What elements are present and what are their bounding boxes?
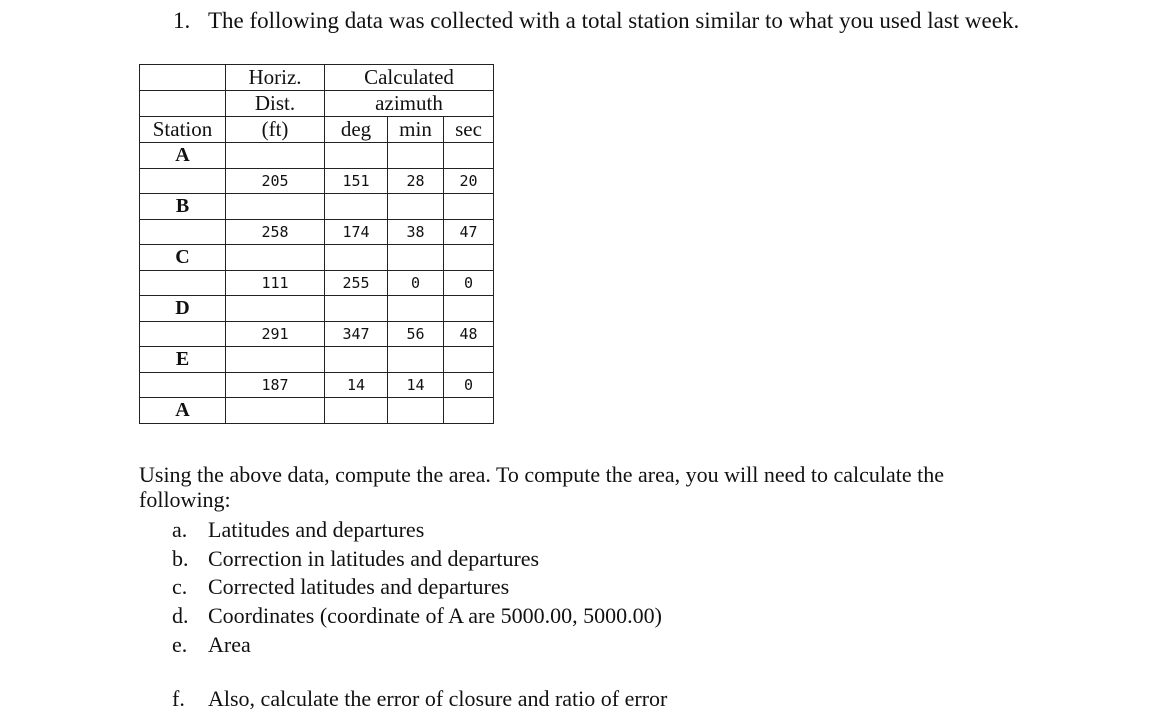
task-list (172, 516, 662, 659)
station-cell: A (140, 398, 226, 424)
sec-cell: 0 (444, 270, 494, 296)
station-cell: B (140, 194, 226, 220)
final-task-text: Also, calculate the error of closure and ratio of error (208, 686, 668, 711)
sec-cell: 20 (444, 168, 494, 194)
deg-cell: 347 (325, 321, 388, 347)
leg-row (140, 372, 494, 398)
station-row (140, 194, 494, 220)
min-cell: 0 (388, 270, 444, 296)
station-cell: A (140, 143, 226, 169)
final-task (172, 686, 667, 712)
task-item (172, 631, 662, 660)
distance-cell: 187 (226, 372, 325, 398)
task-text: Correction in latitudes and departures (208, 545, 540, 571)
task-marker: e. (172, 631, 188, 657)
task-marker: d. (172, 603, 189, 629)
task-item (172, 516, 662, 545)
horiz-dist-header-line2: Dist. (226, 91, 325, 117)
min-cell: 56 (388, 321, 444, 347)
station-row (140, 398, 494, 424)
task-item (172, 602, 662, 631)
min-cell: 38 (388, 219, 444, 245)
station-cell: D (140, 296, 226, 322)
task-text: Latitudes and departures (208, 517, 425, 542)
leg-row (140, 219, 494, 245)
station-row (140, 245, 494, 271)
task-text: Coordinates (coordinate of A are 5000.00, 5000.00) (208, 603, 662, 629)
question-title (173, 8, 1019, 34)
task-item (172, 545, 662, 574)
deg-cell: 14 (325, 372, 388, 398)
leg-row (140, 321, 494, 347)
leg-row (140, 168, 494, 194)
station-header: Station (140, 117, 226, 143)
leg-row (140, 270, 494, 296)
min-cell: 14 (388, 372, 444, 398)
final-task-marker: f. (172, 686, 185, 711)
header-row-3 (140, 117, 494, 143)
station-cell: C (140, 245, 226, 271)
header-row-1 (140, 65, 494, 91)
distance-cell: 111 (226, 270, 325, 296)
task-marker: a. (172, 517, 188, 542)
deg-cell: 255 (325, 270, 388, 296)
station-cell: E (140, 347, 226, 373)
distance-cell: 291 (226, 321, 325, 347)
task-text: Corrected latitudes and departures (208, 574, 510, 600)
question-text: The following data was collected with a total station similar to what you used last week. (208, 8, 1020, 33)
task-text: Area (208, 631, 251, 657)
header-row-2 (140, 91, 494, 117)
deg-cell: 151 (325, 168, 388, 194)
sec-cell: 48 (444, 321, 494, 347)
instructions-paragraph: Using the above data, compute the area. To compute the area, you will need to calculate the following: (139, 462, 945, 512)
station-row (140, 143, 494, 169)
azimuth-header: Calculated (325, 65, 494, 91)
sec-header: sec (444, 117, 494, 143)
station-row (140, 347, 494, 373)
survey-data-table (139, 64, 494, 424)
horiz-dist-header: Horiz. (226, 65, 325, 91)
sec-cell: 0 (444, 372, 494, 398)
task-marker: b. (172, 545, 189, 571)
horiz-dist-unit-header: (ft) (226, 117, 325, 143)
sec-cell: 47 (444, 219, 494, 245)
azimuth-header-line2: azimuth (325, 91, 494, 117)
min-cell: 28 (388, 168, 444, 194)
distance-cell: 205 (226, 168, 325, 194)
deg-cell: 174 (325, 219, 388, 245)
deg-header: deg (325, 117, 388, 143)
task-marker: c. (172, 574, 188, 600)
station-row (140, 296, 494, 322)
task-item (172, 573, 662, 602)
distance-cell: 258 (226, 219, 325, 245)
min-header: min (388, 117, 444, 143)
question-number: 1. (173, 8, 191, 33)
